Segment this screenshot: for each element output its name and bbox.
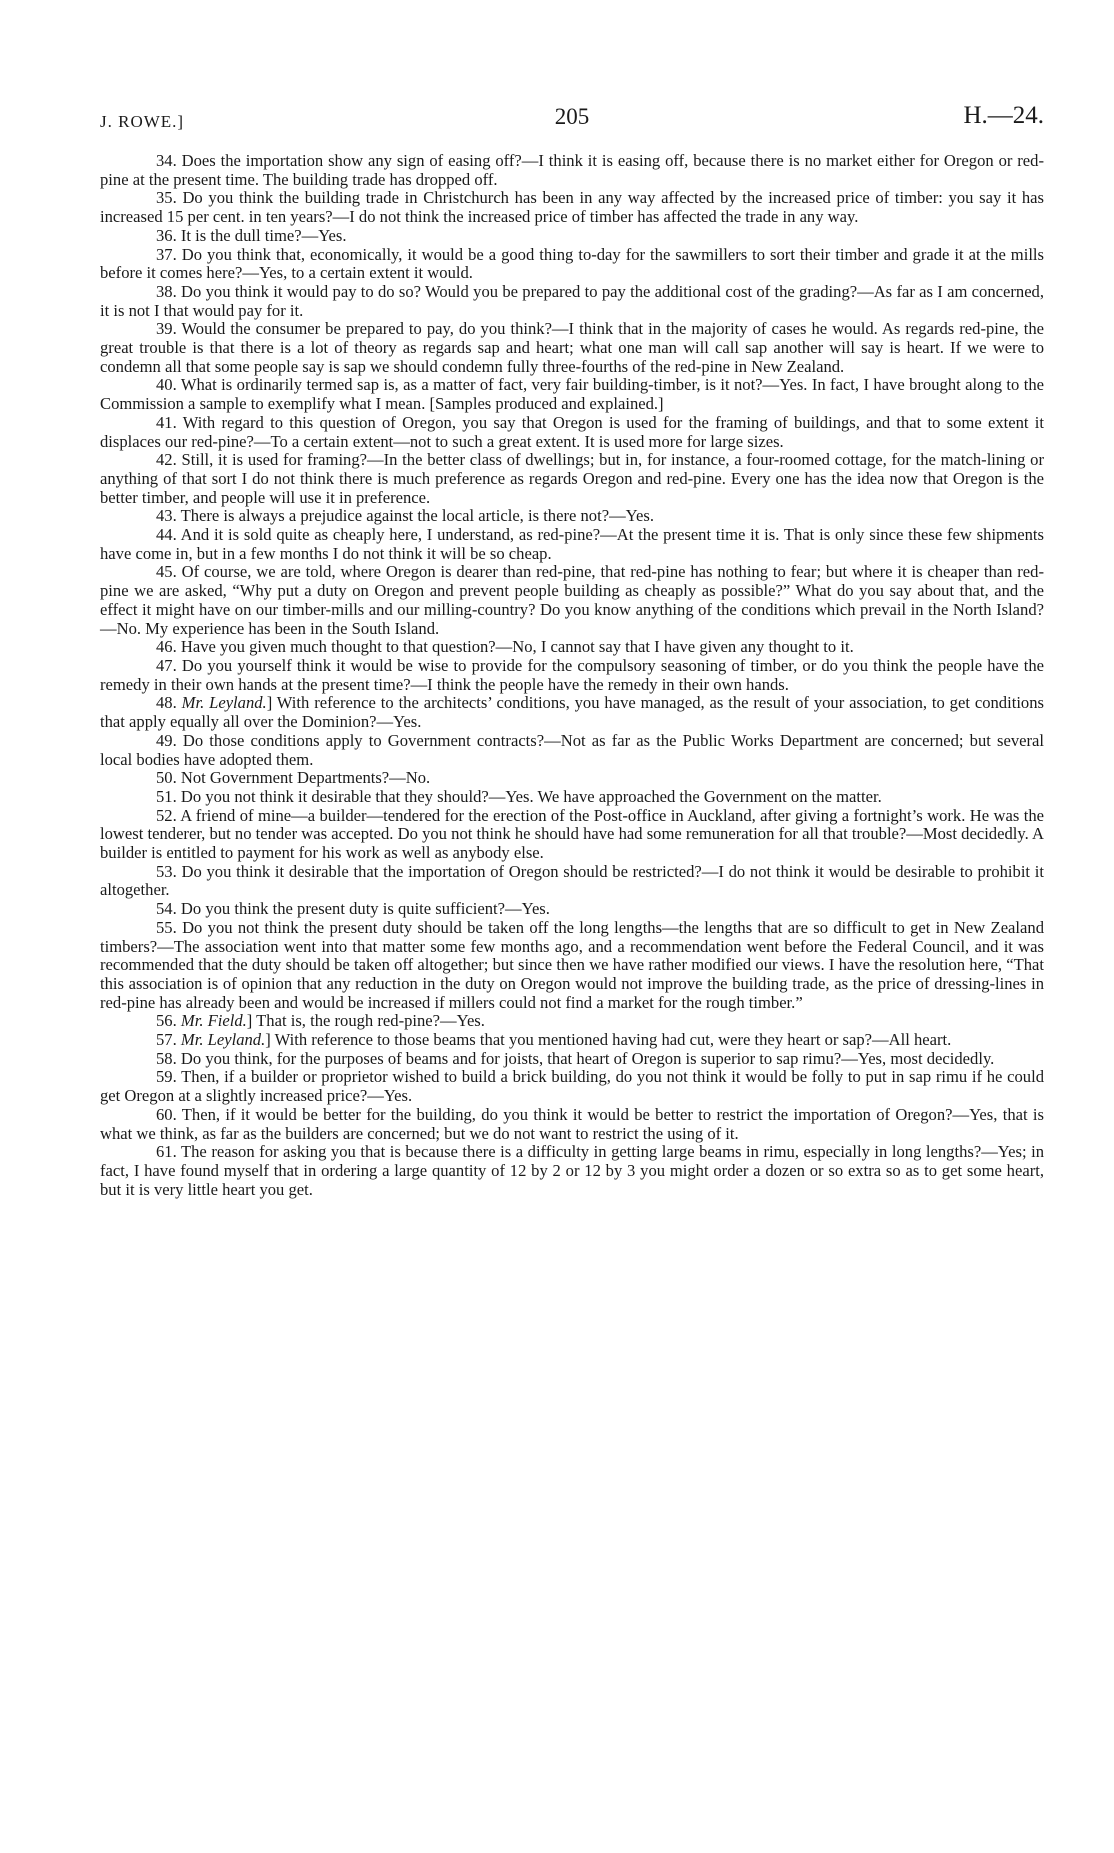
question-paragraph: 54. Do you think the present duty is quite sufficient?—Yes. bbox=[156, 899, 550, 919]
question-paragraph: 58. Do you think, for the purposes of beams and for joists, that heart of Oregon is superior to sap rimu?—Yes, most decidedly. bbox=[156, 1048, 995, 1068]
question-paragraph: 39. Would the consumer be prepared to pay, do you think?—I think that in the majority of cases he would. As regards red-pine, the great trouble is that there is a lot of theory as regards sap and heart; what one man will call sap another will say is heart. If we were to condemn all that some people say is sap we should condemn fully three-fourths of the red-pine in New Zealand. bbox=[100, 319, 1044, 376]
question-paragraph: 53. Do you think it desirable that the importation of Oregon should be restricted?—I do not think it would be desirable to prohibit it altogether. bbox=[100, 861, 1044, 900]
question-paragraph bbox=[100, 694, 1044, 731]
question-number: 48. bbox=[156, 693, 182, 713]
question-paragraph: 43. There is always a prejudice against the local article, is there not?—Yes. bbox=[156, 506, 654, 526]
question-paragraph: 35. Do you think the building trade in Christchurch has been in any way affected by the increased price of timber: you say it has increased 15 per cent. in ten years?—I do not think the increased price of timber has affected the trade in any way. bbox=[100, 188, 1044, 227]
question-paragraph: 45. Of course, we are told, where Oregon is dearer than red-pine, that red-pine has nothing to fear; but where it is cheaper than red-pine we are asked, “Why put a duty on Oregon and prevent people building as cheaply as possible?” What do you say about that, and the effect it might have on our timber-mills and our milling-country? Do you know anything of the conditions which prevail in the North Island?—No. My experience has been in the South Island. bbox=[100, 562, 1044, 638]
witness-name: J. ROWE.] bbox=[100, 112, 185, 131]
question-paragraph: 59. Then, if a builder or proprietor wished to build a brick building, do you not think it would be folly to put in sap rimu if he could get Oregon at a slightly increased price?—Yes. bbox=[100, 1067, 1044, 1106]
question-paragraph: 61. The reason for asking you that is because there is a difficulty in getting large beams in rimu, especially in long lengths?—Yes; in fact, I have found myself that in ordering a large quantity of 12 by 2 or 12 by 3 you might order a dozen or so extra so as to get some heart, but it is very little heart you get. bbox=[100, 1142, 1044, 1199]
question-number: 57. bbox=[156, 1030, 181, 1050]
question-paragraph: 49. Do those conditions apply to Government contracts?—Not as far as the Public Works Department are concerned; but several local bodies have adopted them. bbox=[100, 730, 1044, 769]
question-paragraph: 40. What is ordinarily termed sap is, as a matter of fact, very fair building-timber, is it not?—Yes. In fact, I have brought along to the Commission a sample to exemplify what I mean. [Samples produced and explained.] bbox=[100, 375, 1044, 414]
question-paragraph bbox=[100, 1012, 1044, 1031]
speaker-name: Mr. Field. bbox=[180, 1011, 247, 1031]
question-paragraph: 51. Do you not think it desirable that they should?—Yes. We have approached the Government on the matter. bbox=[156, 786, 882, 806]
question-paragraph: 55. Do you not think the present duty should be taken off the long lengths—the lengths that are so difficult to get in New Zealand timbers?—The association went into that matter some few months ago, and a recommendation went before the Federal Council, and it was recommended that the duty should be taken off altogether; but since then we have rather modified our views. I have the resolution here, “That this association is of opinion that any reduction in the duty on Oregon would not improve the building trade, as the price of dressing-lines in red-pine has already been and would be increased if millers could not find a market for the rough timber.” bbox=[100, 917, 1044, 1012]
question-paragraph: 52. A friend of mine—a builder—tendered for the erection of the Post-office in Auckland, after giving a fortnight’s work. He was the lowest tenderer, but no tender was accepted. Do you not think he should have had some remuneration for all that trouble?—Most decidedly. A builder is entitled to payment for his work as well as anybody else. bbox=[100, 805, 1044, 863]
question-paragraph: 46. Have you given much thought to that question?—No, I cannot say that I have given any thought to it. bbox=[156, 637, 854, 657]
page-header bbox=[100, 104, 1044, 144]
paper-reference: H.—24. bbox=[963, 102, 1044, 129]
question-number: 56. bbox=[156, 1011, 181, 1031]
question-paragraph: 42. Still, it is used for framing?—In the better class of dwellings; but in, for instance, a four-roomed cottage, for the match-lining or anything of that sort I do not think there is much preference as regards Oregon and red-pine. Every one has the idea now that Oregon is the better timber, and people will use it in preference. bbox=[100, 450, 1044, 507]
question-paragraph bbox=[100, 1031, 1044, 1050]
speaker-name: Mr. Leyland. bbox=[181, 693, 267, 713]
question-paragraph: 34. Does the importation show any sign of easing off?—I think it is easing off, because there is no market either for Oregon or red-pine at the present time. The building trade has dropped off. bbox=[100, 151, 1044, 189]
paragraph-text: ] That is, the rough red-pine?—Yes. bbox=[246, 1011, 485, 1031]
question-paragraph: 41. With regard to this question of Oregon, you say that Oregon is used for the framing of buildings, and that to some extent it displaces our red-pine?—To a certain extent—not to such a great extent. It is used more for large sizes. bbox=[100, 412, 1044, 451]
question-paragraph: 44. And it is sold quite as cheaply here, I understand, as red-pine?—At the present time it is. That is only since these few shipments have come in, but in a few months I do not think it will be so cheap. bbox=[100, 525, 1044, 563]
question-paragraph: 37. Do you think that, economically, it would be a good thing to-day for the sawmillers to sort their timber and grade it at the mills before it comes here?—Yes, to a certain extent it would. bbox=[100, 244, 1044, 283]
paragraph-text: ] With reference to those beams that you mentioned having had cut, were they heart or sap?—All heart. bbox=[265, 1030, 952, 1050]
paragraph-text: ] With reference to the architects’ conditions, you have managed, as the result of your association, to get conditions that apply equally all over the Dominion?—Yes. bbox=[100, 693, 1044, 732]
question-paragraph: 50. Not Government Departments?—No. bbox=[156, 768, 431, 788]
page-number: 205 bbox=[554, 104, 590, 129]
question-paragraph: 47. Do you yourself think it would be wise to provide for the compulsory seasoning of timber, or do you think the people have the remedy in their own hands at the present time?—I think the people have the remedy in their own hands. bbox=[100, 655, 1044, 694]
minutes-of-evidence bbox=[100, 152, 1044, 1199]
speaker-name: Mr. Leyland. bbox=[180, 1030, 266, 1050]
question-paragraph: 60. Then, if it would be better for the building, do you think it would be better to restrict the importation of Oregon?—Yes, that is what we think, as far as the builders are concerned; but we do not want to restrict the using of it. bbox=[100, 1104, 1044, 1143]
question-paragraph: 36. It is the dull time?—Yes. bbox=[156, 225, 347, 245]
question-paragraph: 38. Do you think it would pay to do so? Would you be prepared to pay the additional cost of the grading?—As far as I am concerned, it is not I that would pay for it. bbox=[100, 281, 1044, 320]
